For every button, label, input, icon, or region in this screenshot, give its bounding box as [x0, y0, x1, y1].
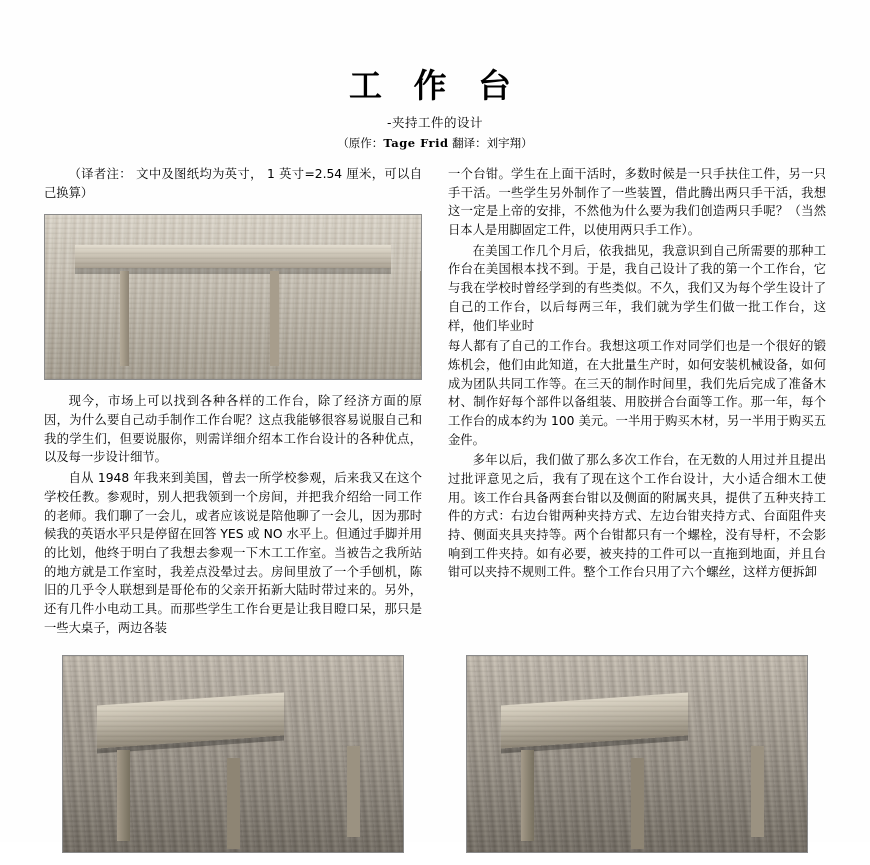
right-paragraph-2: 在美国工作几个月后，依我拙见，我意识到自己所需要的那种工作台在美国根本找不到。于是，我自己设计了我的第一个工作台，它与我在学校时曾经学到的有些类似。不久，我们又为每个学生设计了自己的工作台，以后每两三年，我们就为学生们做一批工作台，这样，他们毕业时: [448, 243, 826, 333]
page-subtitle: -夹持工件的设计: [386, 115, 483, 130]
photo-grain-overlay: [63, 656, 403, 852]
workbench-leg-detail-photo: [466, 655, 808, 853]
workbench-vise-detail-photo: [62, 655, 404, 853]
photo-grain-overlay: [467, 656, 807, 852]
left-paragraph-2: 自从 1948 年我来到美国，曾去一所学校参观，后来我又在这个学校任教。参观时，别人把我领到一个房间，并把我介绍给一同工作的老师。我们聊了一会儿，或者应该说是陪他聊了一会儿，因为那时候我的英语水平只是停留在回答 YES 或 NO 水平上。但通过手脚并用的比划，他终于明白了我想去参观一下木工工作室。当被告之我所站的地方就是工作室时，我差点没晕过去。房间里放了一个手刨机，陈旧的几乎令人联想到是哥伦布的父亲开拓新大陆时带过来的。另外，还有几件小电动工具。而那些学生工作台更是让我目瞪口呆，那只是一些大桌子，两边各装: [44, 471, 422, 635]
right-paragraph-3: 每人都有了自己的工作台。我想这项工作对同学们也是一个很好的锻炼机会，他们由此知道，在大批量生产时，如何安装机械设备，如何成为团队共同工作等。在三天的制作时间里，我们先后完成了准备木材、制作好每个部件以备组装、用胶拼合台面等工作。那一年，每个工作台的成本约为 100 美元。一半用于购买木材，另一半用于购买五金件。: [448, 339, 826, 447]
bottom-left-photo-cell: [44, 645, 422, 865]
byline-middle: 翻译：: [452, 136, 487, 150]
byline: [44, 135, 826, 151]
right-column: [448, 165, 826, 584]
byline-prefix: （原作：: [337, 136, 384, 150]
byline-author: Tage Frid: [383, 136, 449, 150]
right-paragraph-4: 多年以后，我们做了那么多次工作台，在无数的人用过并且提出过批评意见之后，我有了现在这个工作台设计，大小适合细木工使用。该工作台具备两套台钳以及侧面的附属夹具，提供了五种夹持工件的方式：右边台钳两种夹持方式、左边台钳夹持方式、台面阻件夹持、侧面夹具夹持等。两个台钳都只有一个螺栓，没有导杆，不会影响到工件夹持。如有必要，被夹持的工件可以一直拖到地面，并且台钳可以夹持不规则工件。整个工作台只用了六个螺丝，这样方便拆卸: [448, 453, 826, 580]
bottom-photo-row: [44, 645, 826, 865]
right-paragraph-1: 一个台钳。学生在上面干活时，多数时候是一只手扶住工件，另一只手干活。一些学生另外制作了一些装置，借此腾出两只手干活，我想这一定是上帝的安排，不然他为什么要为我们创造两只手呢？（当然日本人是用脚固定工件，以使用两只手工作）。: [448, 167, 826, 238]
article-columns: [44, 165, 826, 639]
page-title: 工 作 台: [349, 66, 521, 105]
translator-note: （译者注： 文中及图纸均为英寸， 1 英寸=2.54 厘米，可以自己换算）: [44, 167, 422, 200]
left-paragraph-1: 现今，市场上可以找到各种各样的工作台，除了经济方面的原因，为什么要自己动手制作工作台呢？这点我能够很容易说服自己和我的学生们，但要说服你，则需详细介绍本工作台设计的各种优点，以及每一步设计细节。: [44, 394, 422, 465]
byline-translator: 刘宇翔）: [486, 136, 533, 150]
photo-grain-overlay: [45, 215, 421, 379]
workbench-overview-photo: [44, 214, 422, 380]
left-column: [44, 165, 422, 639]
bottom-right-photo-cell: [448, 645, 826, 865]
